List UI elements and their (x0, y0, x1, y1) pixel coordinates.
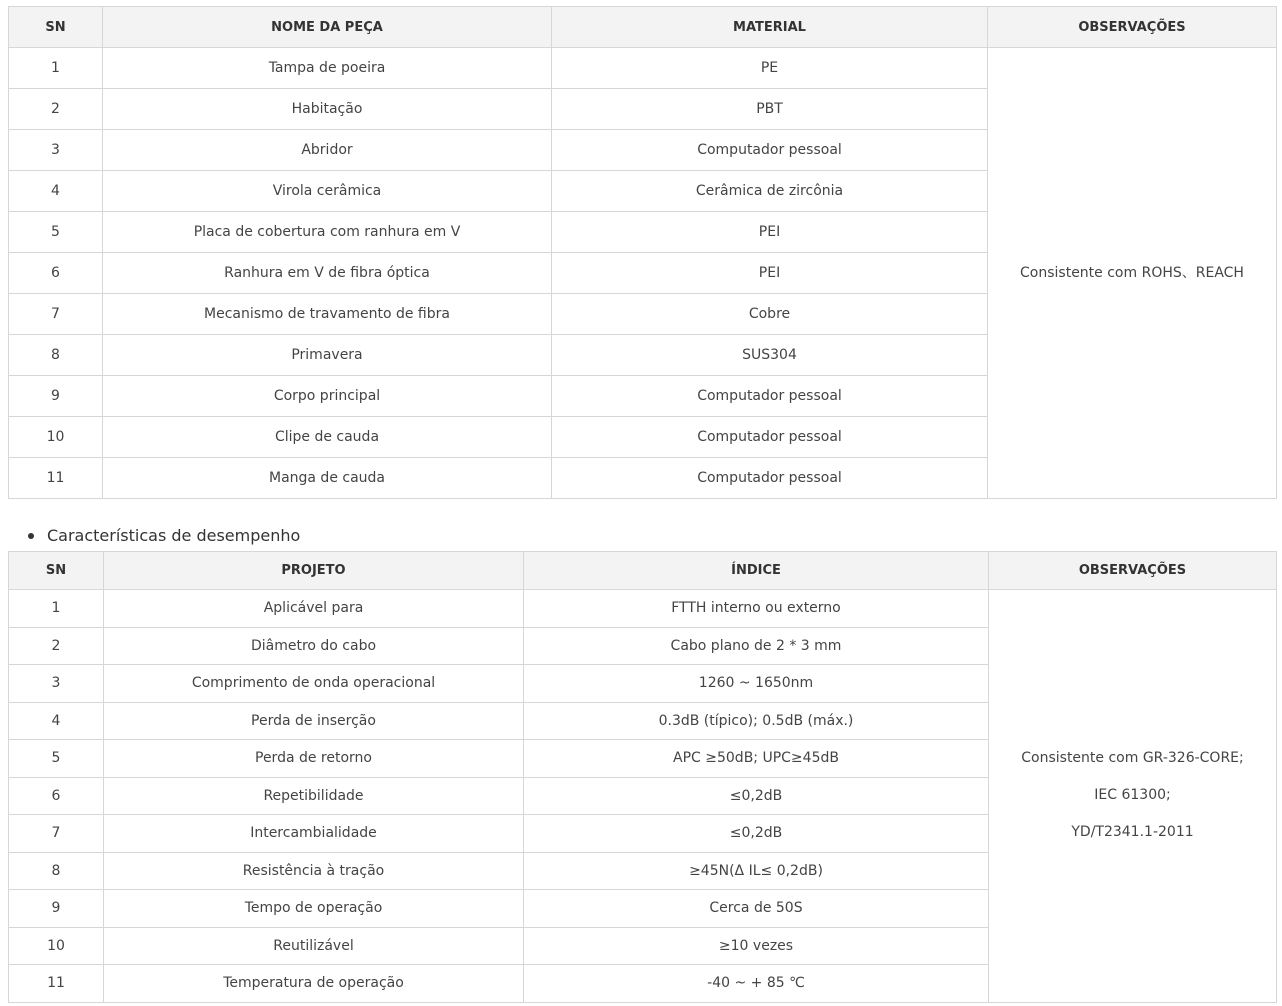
cell-index: Cabo plano de 2 * 3 mm (524, 627, 989, 665)
cell-sn: 11 (9, 965, 104, 1003)
cell-sn: 3 (9, 130, 103, 171)
cell-sn: 5 (9, 212, 103, 253)
section-heading (28, 526, 300, 545)
cell-project: Temperatura de operação (104, 965, 524, 1003)
cell-material: PEI (552, 212, 988, 253)
cell-project: Reutilizável (104, 927, 524, 965)
cell-index: 1260 ~ 1650nm (524, 665, 989, 703)
cell-part: Primavera (103, 335, 552, 376)
materials-table (8, 6, 1277, 499)
cell-part: Mecanismo de travamento de fibra (103, 294, 552, 335)
cell-sn: 8 (9, 852, 104, 890)
cell-sn: 1 (9, 590, 104, 628)
cell-material: PBT (552, 89, 988, 130)
cell-material: Computador pessoal (552, 458, 988, 499)
cell-sn: 4 (9, 171, 103, 212)
header-material: MATERIAL (552, 7, 988, 48)
cell-project: Diâmetro do cabo (104, 627, 524, 665)
header-notes: OBSERVAÇÕES (989, 552, 1277, 590)
cell-sn: 11 (9, 458, 103, 499)
note-line: Consistente com GR-326-CORE; (1021, 750, 1244, 767)
section-title: Características de desempenho (47, 526, 301, 545)
cell-sn: 4 (9, 702, 104, 740)
cell-project: Perda de retorno (104, 740, 524, 778)
cell-part: Habitação (103, 89, 552, 130)
cell-part: Tampa de poeira (103, 48, 552, 89)
cell-part: Manga de cauda (103, 458, 552, 499)
cell-material: Cerâmica de zircônia (552, 171, 988, 212)
cell-sn: 6 (9, 777, 104, 815)
bullet-icon (28, 533, 34, 539)
cell-sn: 2 (9, 627, 104, 665)
cell-sn: 7 (9, 294, 103, 335)
cell-index: ≥45N(Δ IL≤ 0,2dB) (524, 852, 989, 890)
cell-material: PEI (552, 253, 988, 294)
table-header-row (9, 552, 1277, 590)
cell-project: Resistência à tração (104, 852, 524, 890)
cell-index: FTTH interno ou externo (524, 590, 989, 628)
header-part-name: NOME DA PEÇA (103, 7, 552, 48)
header-project: PROJETO (104, 552, 524, 590)
cell-index: 0.3dB (típico); 0.5dB (máx.) (524, 702, 989, 740)
cell-project: Tempo de operação (104, 890, 524, 928)
cell-part: Ranhura em V de fibra óptica (103, 253, 552, 294)
cell-sn: 5 (9, 740, 104, 778)
performance-table (8, 551, 1277, 1003)
cell-project: Intercambialidade (104, 815, 524, 853)
cell-sn: 9 (9, 890, 104, 928)
cell-material: Cobre (552, 294, 988, 335)
cell-part: Placa de cobertura com ranhura em V (103, 212, 552, 253)
cell-index: ≥10 vezes (524, 927, 989, 965)
cell-notes (989, 590, 1277, 1003)
cell-project: Aplicável para (104, 590, 524, 628)
cell-sn: 7 (9, 815, 104, 853)
cell-sn: 1 (9, 48, 103, 89)
cell-part: Virola cerâmica (103, 171, 552, 212)
cell-project: Comprimento de onda operacional (104, 665, 524, 703)
header-notes: OBSERVAÇÕES (988, 7, 1277, 48)
cell-index: Cerca de 50S (524, 890, 989, 928)
cell-sn: 6 (9, 253, 103, 294)
cell-sn: 3 (9, 665, 104, 703)
cell-index: ≤0,2dB (524, 777, 989, 815)
cell-material: PE (552, 48, 988, 89)
cell-sn: 8 (9, 335, 103, 376)
cell-index: -40 ~ + 85 ℃ (524, 965, 989, 1003)
table-header-row (9, 7, 1277, 48)
cell-part: Corpo principal (103, 376, 552, 417)
cell-project: Perda de inserção (104, 702, 524, 740)
cell-index: APC ≥50dB; UPC≥45dB (524, 740, 989, 778)
cell-material: Computador pessoal (552, 417, 988, 458)
cell-material: Computador pessoal (552, 376, 988, 417)
cell-sn: 9 (9, 376, 103, 417)
table-row (9, 48, 1277, 89)
cell-notes: Consistente com ROHS、REACH (988, 48, 1277, 499)
table-row (9, 590, 1277, 628)
cell-project: Repetibilidade (104, 777, 524, 815)
cell-part: Clipe de cauda (103, 417, 552, 458)
note-line: YD/T2341.1-2011 (1071, 824, 1194, 841)
cell-index: ≤0,2dB (524, 815, 989, 853)
cell-sn: 10 (9, 927, 104, 965)
cell-material: SUS304 (552, 335, 988, 376)
header-sn: SN (9, 7, 103, 48)
cell-part: Abridor (103, 130, 552, 171)
cell-sn: 10 (9, 417, 103, 458)
header-sn: SN (9, 552, 104, 590)
cell-sn: 2 (9, 89, 103, 130)
cell-material: Computador pessoal (552, 130, 988, 171)
note-line: IEC 61300; (1094, 787, 1171, 804)
header-index: ÍNDICE (524, 552, 989, 590)
